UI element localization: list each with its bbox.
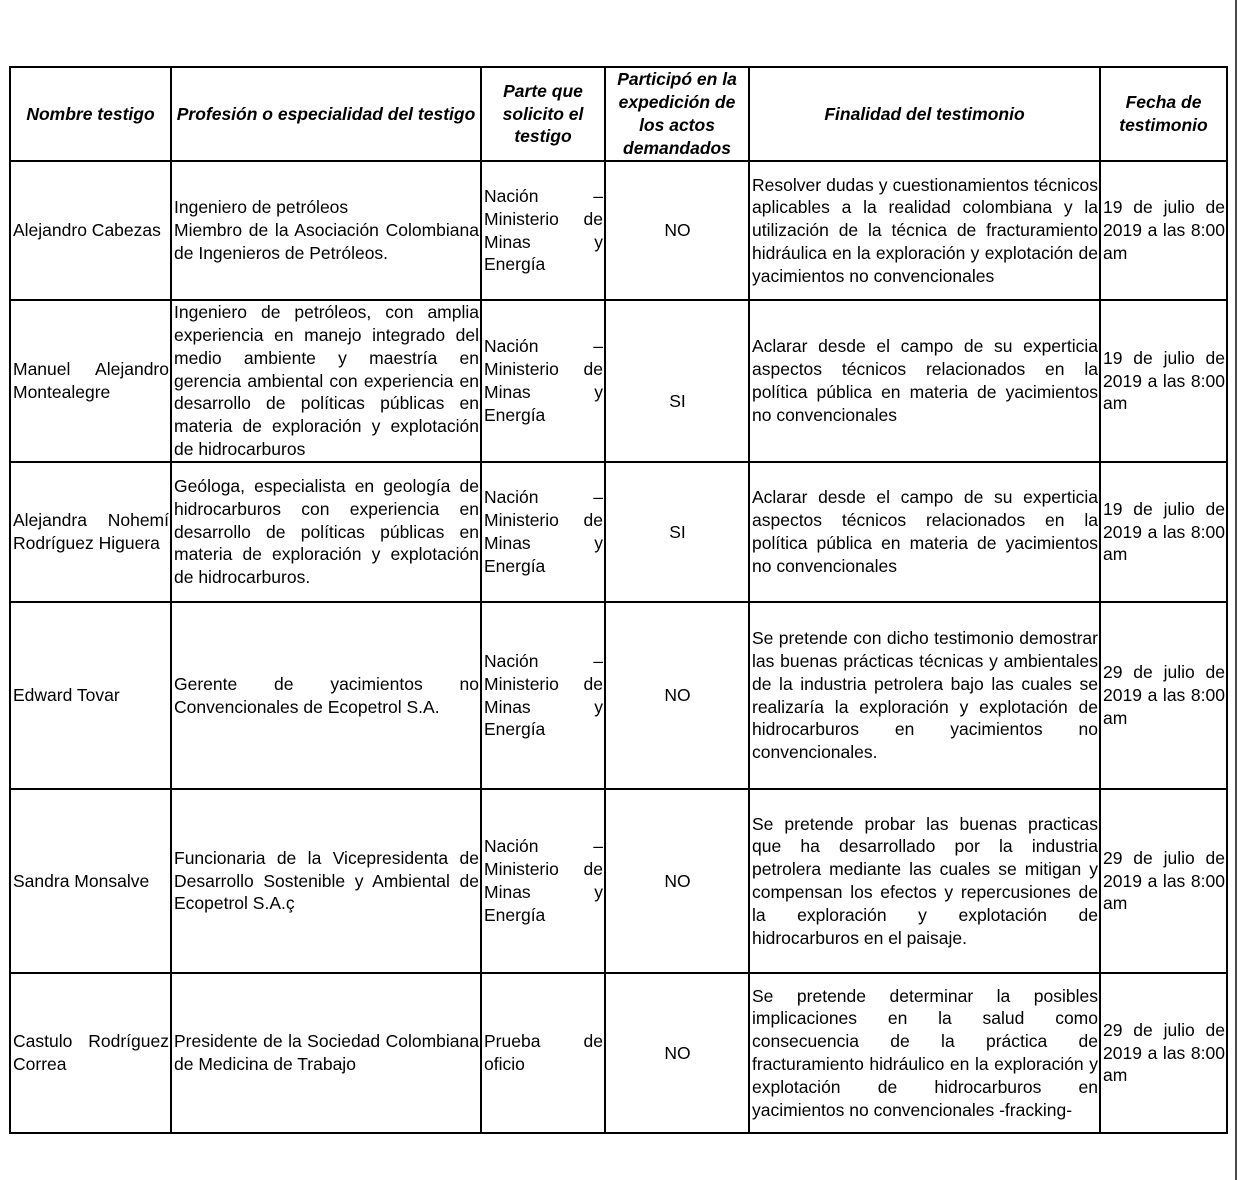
cell-finalidad: Se pretende determinar la posibles implicaciones en la salud como consecuencia de la práctica de fracturamiento hidráulico en la exploración y explotación de hidrocarburos en yacimientos no convencionales -fracking- xyxy=(749,973,1100,1133)
cell-fecha: 19 de julio de 2019 a las 8:00 am xyxy=(1100,300,1227,462)
header-fecha: Fecha de testimonio xyxy=(1100,67,1227,161)
header-participo: Participó en la expedición de los actos demandados xyxy=(605,67,749,161)
cell-finalidad: Se pretende con dicho testimonio demostrar las buenas prácticas técnicas y ambientales de la industria petrolera bajo las cuales se realizaría la exploración y explotación de hidrocarburos en yacimientos no convencionales. xyxy=(749,602,1100,789)
header-finalidad: Finalidad del testimonio xyxy=(749,67,1100,161)
cell-fecha: 19 de julio de 2019 a las 8:00 am xyxy=(1100,161,1227,300)
cell-parte: Nación – Ministerio de Minas y Energía xyxy=(481,602,605,789)
cell-participo: NO xyxy=(605,973,749,1133)
cell-fecha: 19 de julio de 2019 a las 8:00 am xyxy=(1100,462,1227,602)
cell-parte: Nación – Ministerio de Minas y Energía xyxy=(481,462,605,602)
cell-parte: Nación – Ministerio de Minas y Energía xyxy=(481,161,605,300)
cell-nombre: Manuel Alejandro Montealegre xyxy=(10,300,171,462)
table-row xyxy=(10,789,1227,973)
cell-parte: Nación – Ministerio de Minas y Energía xyxy=(481,789,605,973)
table-row xyxy=(10,300,1227,462)
cell-participo: NO xyxy=(605,789,749,973)
cell-finalidad: Se pretende probar las buenas practicas que ha desarrollado por la industria petrolera mediante las cuales se mitigan y compensan los efectos y repercusiones de la exploración y explotación de hidrocarburos en el paisaje. xyxy=(749,789,1100,973)
header-profesion: Profesión o especialidad del testigo xyxy=(171,67,481,161)
page-edge-line xyxy=(1235,0,1237,1180)
cell-nombre: Alejandro Cabezas xyxy=(10,161,171,300)
table-row xyxy=(10,161,1227,300)
cell-fecha: 29 de julio de 2019 a las 8:00 am xyxy=(1100,602,1227,789)
table-row xyxy=(10,602,1227,789)
cell-participo: NO xyxy=(605,602,749,789)
cell-profesion-line: Miembro de la Asociación Colombiana de Ingenieros de Petróleos. xyxy=(174,220,479,263)
cell-parte: Nación – Ministerio de Minas y Energía xyxy=(481,300,605,462)
cell-nombre: Alejandra Nohemí Rodríguez Higuera xyxy=(10,462,171,602)
cell-profesion-line: Ingeniero de petróleos xyxy=(174,197,349,218)
cell-nombre: Castulo Rodríguez Correa xyxy=(10,973,171,1133)
witness-table xyxy=(9,66,1228,1134)
cell-profesion xyxy=(171,161,481,300)
cell-profesion: Ingeniero de petróleos, con amplia experiencia en manejo integrado del medio ambiente y maestría en gerencia ambiental con experiencia en desarrollo de políticas públicas en materia de exploración y explotación de hidrocarburos xyxy=(171,300,481,462)
cell-participo: SI xyxy=(605,462,749,602)
cell-finalidad: Aclarar desde el campo de su experticia aspectos técnicos relacionados en la política pública en materia de yacimientos no convencionales xyxy=(749,462,1100,602)
cell-parte: Prueba de oficio xyxy=(481,973,605,1133)
cell-participo: NO xyxy=(605,161,749,300)
cell-finalidad: Aclarar desde el campo de su experticia aspectos técnicos relacionados en la política pública en materia de yacimientos no convencionales xyxy=(749,300,1100,462)
cell-profesion: Gerente de yacimientos no Convencionales de Ecopetrol S.A. xyxy=(171,602,481,789)
cell-nombre: Edward Tovar xyxy=(10,602,171,789)
cell-fecha: 29 de julio de 2019 a las 8:00 am xyxy=(1100,789,1227,973)
table-row xyxy=(10,973,1227,1133)
cell-finalidad: Resolver dudas y cuestionamientos técnicos aplicables a la realidad colombiana y la utilización de la técnica de fracturamiento hidráulica en la exploración y explotación de yacimientos no convencionales xyxy=(749,161,1100,300)
table-header-row xyxy=(10,67,1227,161)
table-row xyxy=(10,462,1227,602)
cell-participo: SI xyxy=(605,300,749,462)
cell-profesion: Funcionaria de la Vicepresidenta de Desarrollo Sostenible y Ambiental de Ecopetrol S.A.ç xyxy=(171,789,481,973)
cell-profesion: Presidente de la Sociedad Colombiana de Medicina de Trabajo xyxy=(171,973,481,1133)
header-parte: Parte que solicito el testigo xyxy=(481,67,605,161)
header-nombre: Nombre testigo xyxy=(10,67,171,161)
cell-fecha: 29 de julio de 2019 a las 8:00 am xyxy=(1100,973,1227,1133)
cell-profesion: Geóloga, especialista en geología de hidrocarburos con experiencia en desarrollo de políticas públicas en materia de exploración y explotación de hidrocarburos. xyxy=(171,462,481,602)
cell-nombre: Sandra Monsalve xyxy=(10,789,171,973)
